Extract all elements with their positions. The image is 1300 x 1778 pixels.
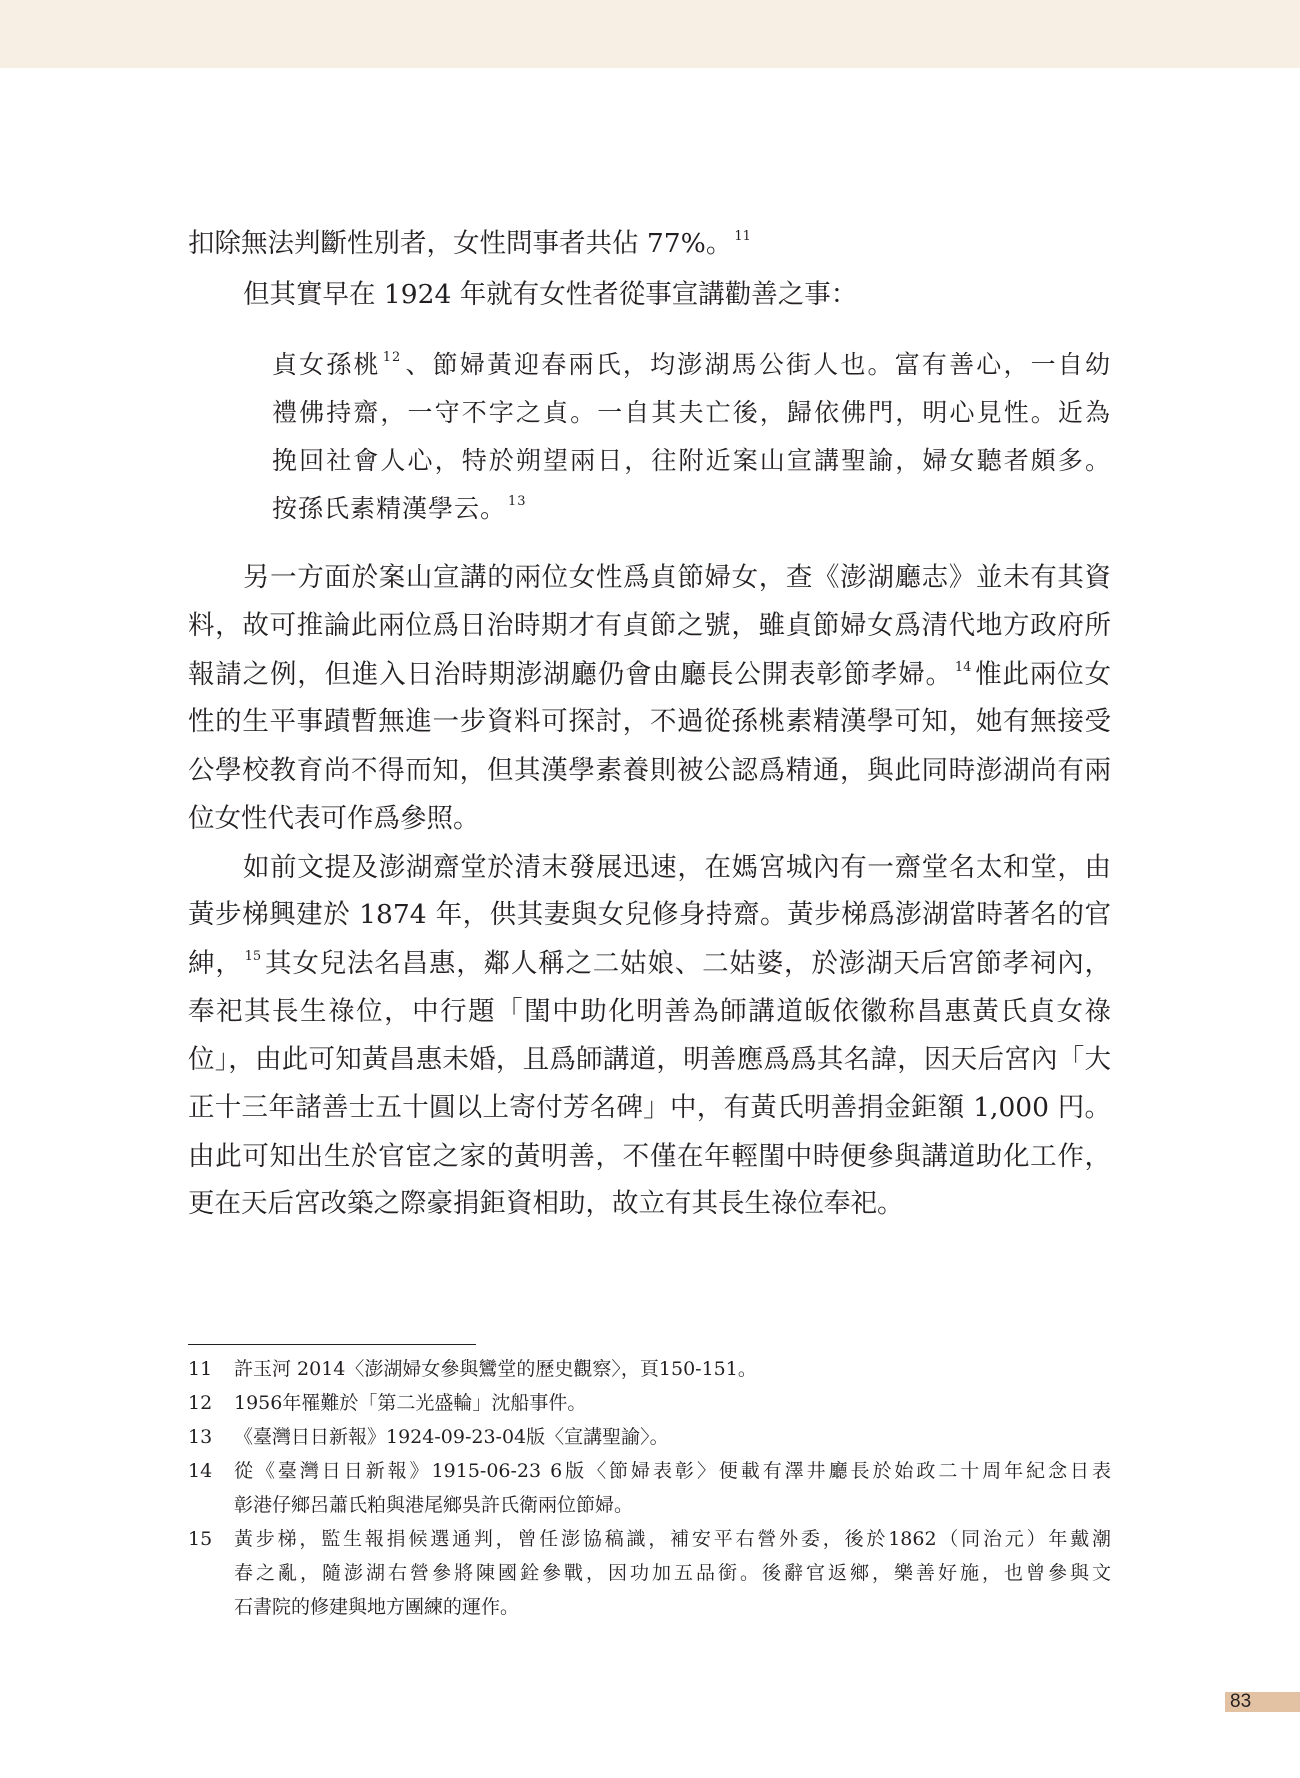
- line-text: 位女性代表可作爲參照。: [188, 803, 480, 834]
- header-band: [0, 0, 1300, 68]
- line-text: 性的生平事蹟暫無進一步資料可探討，不過從孫桃素精漢學可知，她有無接受: [188, 706, 1111, 737]
- line-text: 挽回社會人心，特於朔望兩日，往附近案山宣講聖諭，婦女聽者頗多。: [272, 446, 1111, 475]
- line-text: 黃步梯興建於 1874 年，供其妻與女兒修身持齋。黃步梯爲澎湖當時著名的官: [188, 899, 1111, 930]
- paragraph-line: [188, 658, 1111, 692]
- footnote-number: 11: [188, 1358, 213, 1380]
- line-text: 由此可知出生於官宦之家的黃明善，不僅在年輕閨中時便參與講道助化工作，: [188, 1141, 1111, 1172]
- paragraph-line: [188, 227, 1111, 261]
- footnote-ref[interactable]: 11: [734, 229, 751, 244]
- footnote-text: 春之亂，隨澎湖右營參將陳國銓參戰，因功加五品銜。後辭官返鄉，樂善好施，也曾參與文: [234, 1562, 1111, 1584]
- footnote-ref[interactable]: 12: [382, 350, 402, 365]
- line-text: 其女兒法名昌惠，鄰人稱之二姑娘、二姑婆，於澎湖天后宮節孝祠內，: [264, 948, 1112, 979]
- page-number-text: 83: [1230, 1691, 1252, 1712]
- footnote-text: 黃步梯，監生報捐候選通判，曾任澎協稿識，補安平右營外委，後於1862（同治元）年戴潮: [234, 1528, 1111, 1550]
- footnote-text: 許玉河 2014〈澎湖婦女參與鸞堂的歷史觀察〉，頁150-151。: [234, 1358, 757, 1380]
- footnote-number: 12: [188, 1392, 213, 1414]
- line-text: 位」，由此可知黃昌惠未婚，且爲師講道，明善應爲爲其名諱，因天后宮內「大: [188, 1044, 1111, 1075]
- quote-line: [272, 444, 1111, 478]
- paragraph-line: [243, 278, 1111, 312]
- line-text: 按孫氏素精漢學云。: [272, 494, 507, 523]
- paragraph-line: [188, 947, 1111, 981]
- line-text: 奉祀其長生祿位，中行題「閨中助化明善為師講道皈依徽称昌惠黃氏貞女祿: [188, 996, 1111, 1027]
- paragraph-line: [188, 898, 1111, 932]
- footnote-divider: [188, 1344, 476, 1345]
- line-text: 但其實早在 1924 年就有女性者從事宣講勸善之事：: [243, 279, 858, 310]
- page-number: [1225, 1692, 1300, 1712]
- footnote-ref[interactable]: 13: [508, 494, 527, 509]
- footnote-text: 從《臺灣日日新報》1915-06-23 6版〈節婦表彰〉便載有澤井廳長於始政二十周年紀念日表: [234, 1460, 1111, 1482]
- line-text: 惟此兩位女: [974, 659, 1112, 690]
- line-text: 報請之例，但進入日治時期澎湖廳仍會由廳長公開表彰節孝婦。: [188, 659, 953, 690]
- paragraph-line: [188, 1091, 1111, 1125]
- paragraph-line: [188, 1043, 1111, 1077]
- quote-line: [272, 348, 1111, 382]
- paragraph-line: [243, 851, 1111, 885]
- line-text: 扣除無法判斷性別者，女性問事者共佔 77%。: [188, 228, 733, 259]
- footnote-ref[interactable]: 14: [954, 660, 972, 675]
- paragraph-line: [188, 995, 1111, 1029]
- quote-line: [272, 492, 1111, 526]
- paragraph-line: [188, 754, 1111, 788]
- line-text: 另一方面於案山宣講的兩位女性爲貞節婦女，查《澎湖廳志》並未有其資: [243, 562, 1111, 593]
- line-text: 如前文提及澎湖齋堂於清末發展迅速，在媽宮城內有一齋堂名太和堂，由: [243, 852, 1111, 883]
- footnote-number: 14: [188, 1460, 213, 1482]
- paragraph-line: [188, 609, 1111, 643]
- line-text: 更在天后宮改築之際豪捐鉅資相助，故立有其長生祿位奉祀。: [188, 1188, 904, 1219]
- paragraph-line: [188, 802, 1111, 836]
- footnote-text: 1956年罹難於「第二光盛輪」沈船事件。: [234, 1392, 587, 1414]
- paragraph-line: [188, 1187, 1111, 1221]
- footnote-ref[interactable]: 15: [244, 949, 262, 964]
- line-text: 貞女孫桃: [272, 350, 381, 379]
- footnote-number: 13: [188, 1426, 213, 1448]
- footnote-number: 15: [188, 1528, 213, 1550]
- line-text: 禮佛持齋，一守不字之貞。一自其夫亡後，歸依佛門，明心見性。近為: [272, 398, 1111, 427]
- paragraph-line: [243, 561, 1111, 595]
- quote-line: [272, 396, 1111, 430]
- footnote-text: 石書院的修建與地方團練的運作。: [234, 1596, 520, 1618]
- footnote-text: 《臺灣日日新報》1924-09-23-04版〈宣講聖諭〉。: [234, 1426, 669, 1448]
- line-text: 、節婦黃迎春兩氏，均澎湖馬公街人也。富有善心，一自幼: [404, 350, 1111, 379]
- line-text: 正十三年諸善士五十圓以上寄付芳名碑」中，有黃氏明善捐金鉅額 1,000 円。: [188, 1092, 1111, 1123]
- paragraph-line: [188, 1140, 1111, 1174]
- line-text: 料，故可推論此兩位爲日治時期才有貞節之號，雖貞節婦女爲清代地方政府所: [188, 610, 1111, 641]
- line-text: 公學校教育尚不得而知，但其漢學素養則被公認爲精通，與此同時澎湖尚有兩: [188, 755, 1111, 786]
- footnote-text: 彰港仔鄉呂蕭氏粕與港尾鄉吳許氏衛兩位節婦。: [234, 1494, 634, 1516]
- line-text: 紳，: [188, 948, 243, 979]
- paragraph-line: [188, 705, 1111, 739]
